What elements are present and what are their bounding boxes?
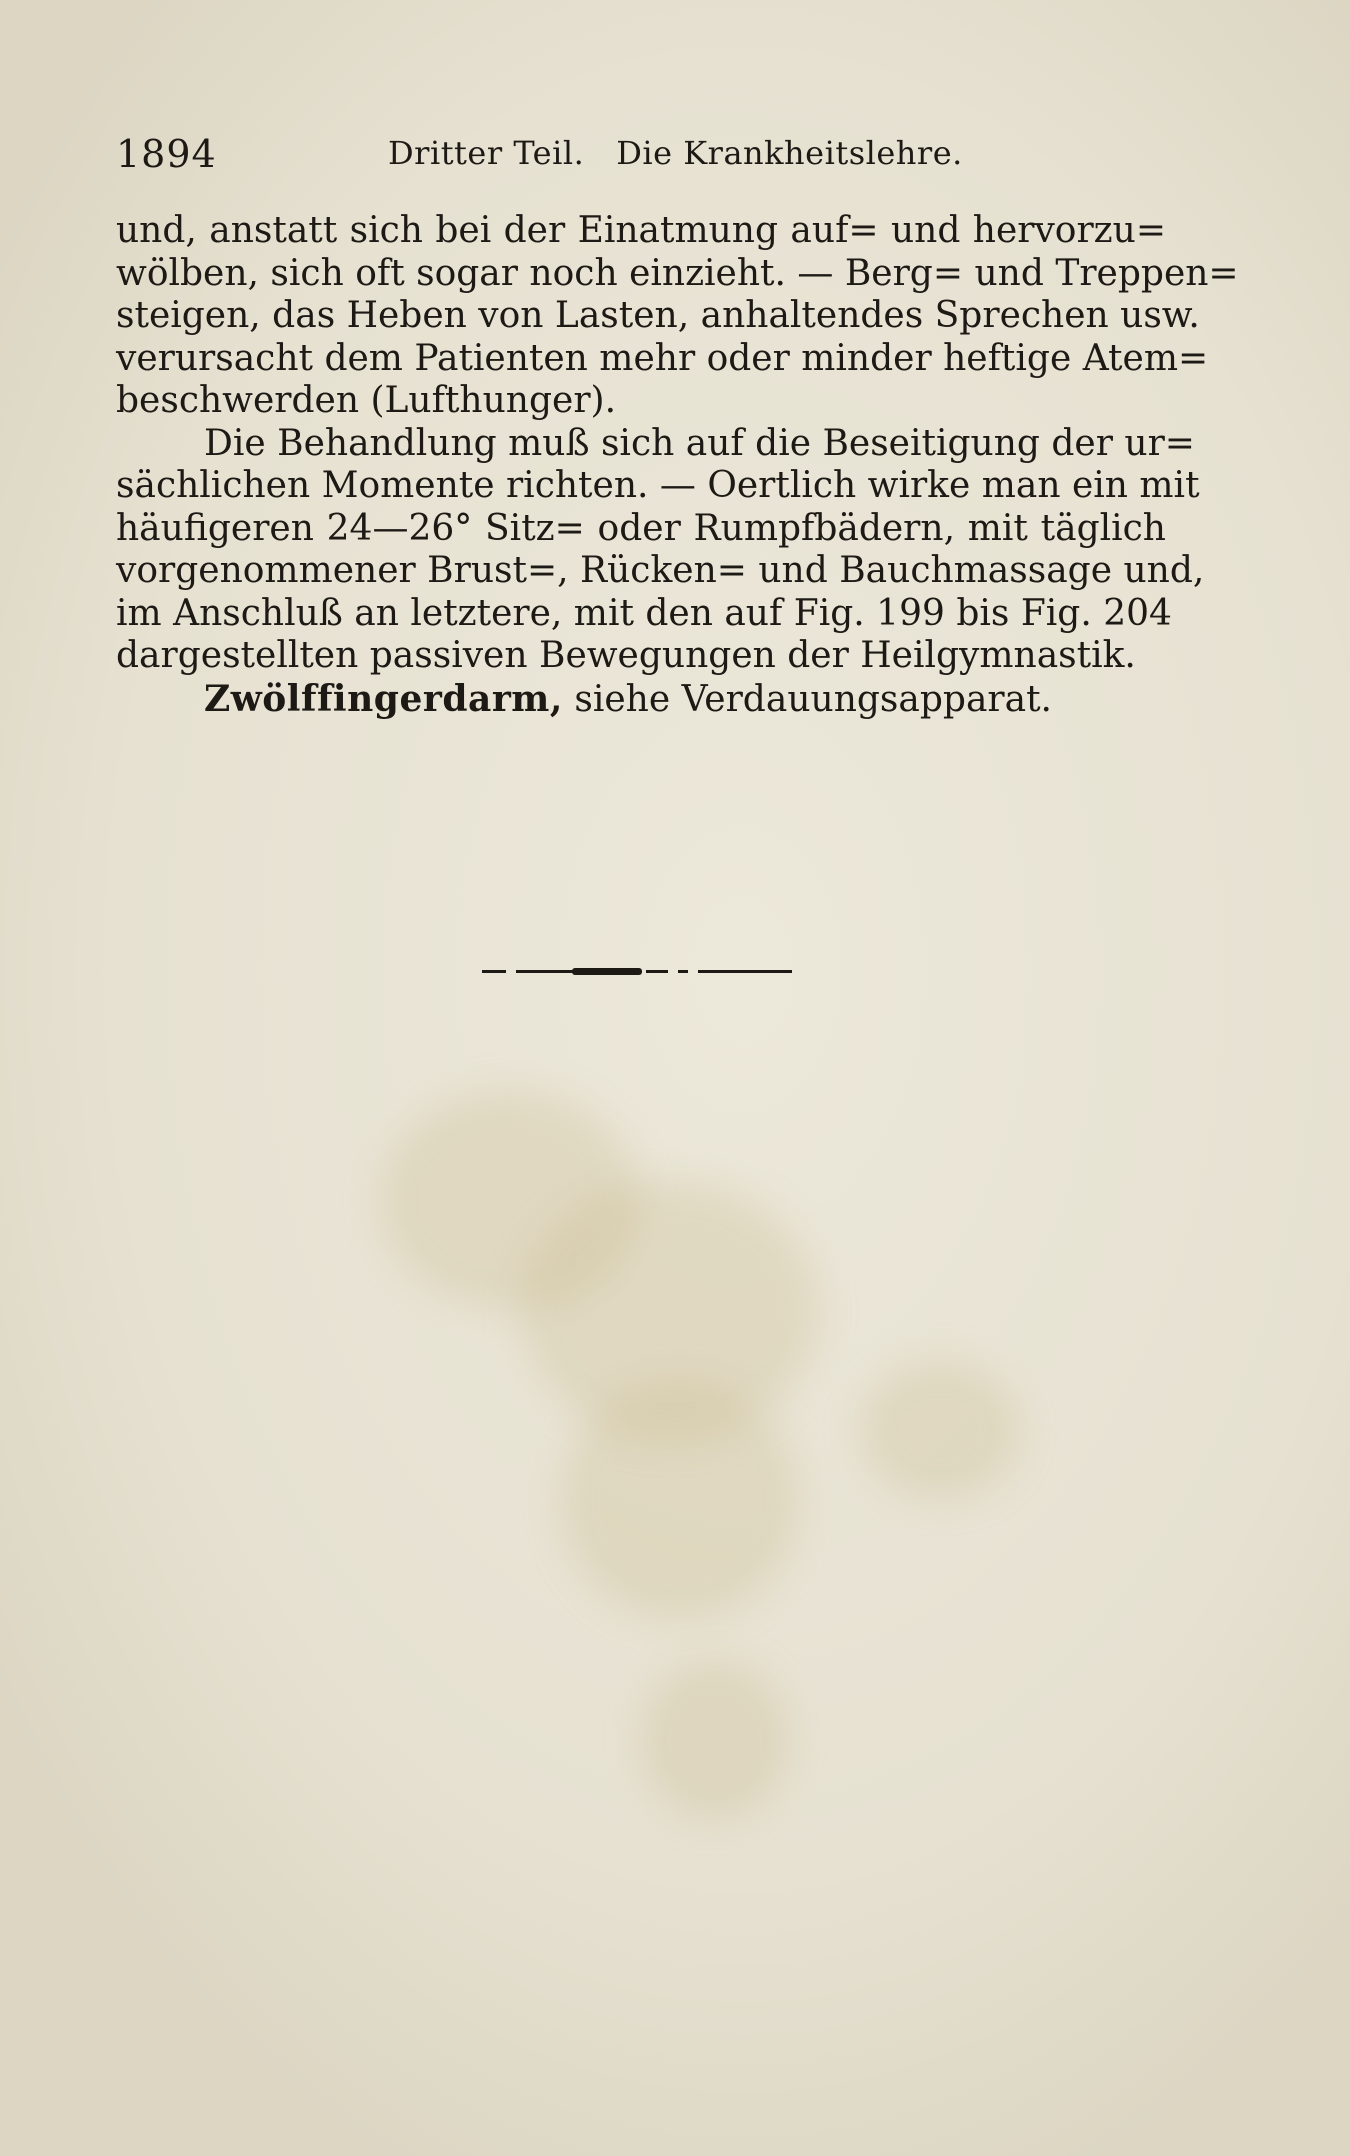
- rule-segment: [646, 970, 668, 973]
- rule-segment: [698, 970, 792, 973]
- dictionary-entry: [116, 678, 1166, 721]
- rule-segment: [516, 970, 576, 973]
- rule-segment: [678, 970, 688, 973]
- entry-reference: siehe Verdauungsapparat.: [574, 678, 1052, 720]
- page-number: 1894: [116, 132, 217, 176]
- rule-segment: [482, 970, 506, 973]
- text-line: und, anstatt sich bei der Einatmung auf= und hervorzu=: [116, 210, 1166, 251]
- text-line: vorgenommener Brust=, Rücken= und Bauchmassage und,: [116, 550, 1205, 591]
- text-line: verursacht dem Patienten mehr oder minder heftige Atem=: [116, 337, 1209, 379]
- paper-stain: [560, 1380, 800, 1620]
- text-line: steigen, das Heben von Lasten, anhaltendes Sprechen usw.: [116, 295, 1200, 336]
- rule-center: [572, 968, 642, 975]
- text-line: Die Behandlung muß sich auf die Beseitigung der ur=: [204, 422, 1195, 464]
- end-rule-ornament: [482, 968, 792, 974]
- body-text: [116, 210, 1239, 720]
- text-line: beschwerden (Lufthunger).: [116, 380, 617, 421]
- text-line: häufigeren 24—26° Sitz= oder Rumpfbädern, mit täglich: [116, 507, 1166, 549]
- text-line: wölben, sich oft sogar noch einzieht. — Berg= und Treppen=: [116, 252, 1239, 294]
- paper-stain: [860, 1360, 1020, 1500]
- text-line: im Anschluß an letztere, mit den auf Fig. 199 bis Fig. 204: [116, 592, 1172, 634]
- text-line: dargestellten passiven Bewegungen der Heilgymnastik.: [116, 635, 1136, 676]
- page-header: [116, 132, 1166, 182]
- entry-keyword: Zwölffingerdarm,: [204, 677, 563, 720]
- paper-stain: [640, 1660, 790, 1820]
- running-head: Dritter Teil. Die Krankheitslehre.: [388, 134, 963, 172]
- text-line: sächlichen Momente richten. — Oertlich wirke man ein mit: [116, 465, 1200, 506]
